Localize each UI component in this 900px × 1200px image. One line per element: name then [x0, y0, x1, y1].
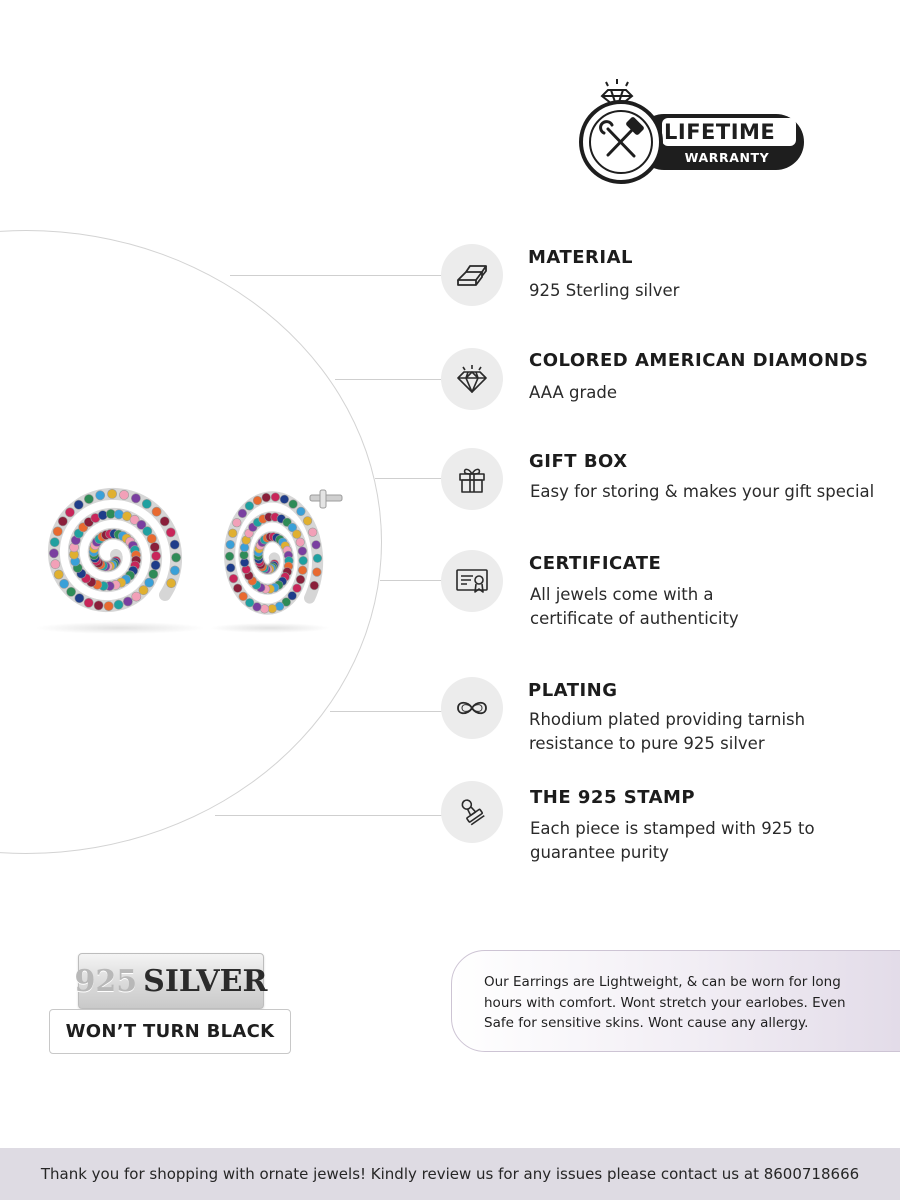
feature-icon-stamp — [441, 781, 503, 843]
earring-gemstone — [298, 547, 307, 556]
feature-icon-gift-box — [441, 448, 503, 510]
earring-gemstone — [293, 530, 302, 539]
earring-gemstone — [170, 566, 179, 575]
earring-gemstone — [65, 508, 74, 517]
earring-gemstone — [114, 510, 123, 519]
infinity-icon — [454, 698, 490, 718]
earring-gemstone — [167, 579, 176, 588]
earring-gemstone — [74, 500, 83, 509]
earring-gemstone — [142, 499, 151, 508]
earring-gemstone — [253, 496, 262, 505]
earring-gemstone — [303, 517, 312, 526]
feature-desc-plating: Rhodium plated providing tarnish resistance to pure 925 silver — [529, 710, 806, 753]
earring-gemstone — [151, 561, 160, 570]
earring-gemstone — [245, 502, 254, 511]
earring-gemstone — [53, 527, 62, 536]
feature-desc-gift-box: Easy for storing & makes your gift special — [530, 482, 875, 501]
earring-gemstone — [297, 507, 306, 516]
earring-gemstone — [239, 592, 248, 601]
earring-gemstone — [172, 553, 181, 562]
earring-gemstone — [166, 528, 175, 537]
earring-gemstone — [238, 509, 247, 518]
earring-gemstone — [54, 570, 63, 579]
feature-desc-certificate: All jewels come with a certificate of authenticity — [530, 585, 739, 628]
diamond-icon — [455, 364, 489, 394]
earring-gemstone — [313, 568, 322, 577]
feature-desc-material: 925 Sterling silver — [529, 281, 680, 300]
925-silver-plate — [74, 953, 268, 1009]
earring-gemstone — [149, 570, 158, 579]
earring-gemstone — [114, 600, 123, 609]
earring-gemstone — [60, 579, 69, 588]
earring-gemstone — [67, 587, 76, 596]
earring-gemstone — [313, 554, 322, 563]
earring-gemstone — [58, 517, 67, 526]
info-text: Our Earrings are Lightweight, & can be worn for long hours with comfort. Wont stretch your earlobes. Even Safe for sensitive skins. Wont cause any allergy. — [484, 974, 846, 1031]
feature-desc-stamp: Each piece is stamped with 925 to guarantee purity — [530, 819, 815, 862]
badge-title: LIFETIME — [664, 120, 776, 144]
earring-gemstone — [308, 528, 317, 537]
earring-gemstone — [245, 598, 254, 607]
earring-gemstone — [132, 592, 141, 601]
badge-subtitle: WARRANTY — [684, 150, 770, 165]
earring-gemstone — [75, 594, 84, 603]
earring-gemstone — [139, 586, 148, 595]
earring-gemstone — [296, 538, 305, 547]
earring-gemstone — [170, 540, 179, 549]
connector-line — [375, 478, 442, 479]
earring-gemstone — [147, 534, 156, 543]
feature-icon-material — [441, 244, 503, 306]
earring-gemstone — [225, 552, 234, 561]
earring-gemstone — [123, 597, 132, 606]
silver-bar-icon — [454, 260, 490, 290]
silver-word: SILVER — [143, 963, 268, 999]
earring-gemstone — [229, 574, 238, 583]
earring-gemstone — [96, 491, 105, 500]
earring-gemstone — [233, 584, 242, 593]
feature-icon-certificate — [441, 550, 503, 612]
earring-gemstone — [131, 494, 140, 503]
earring-gemstone — [293, 584, 302, 593]
earring-gemstone — [150, 543, 159, 552]
feature-icon-diamonds — [441, 348, 503, 410]
earring-gemstone — [228, 529, 237, 538]
feature-title-certificate: CERTIFICATE — [529, 553, 662, 574]
earring-gemstone — [50, 538, 59, 547]
earring-gemstone — [233, 518, 242, 527]
feature-desc-diamonds: AAA grade — [529, 383, 618, 402]
earring-gemstone — [120, 490, 129, 499]
wont-turn-black-label: WON’T TURN BLACK — [49, 1009, 291, 1054]
earring-gemstone — [289, 500, 298, 509]
earring-gemstone — [98, 511, 107, 520]
feature-title-stamp: THE 925 STAMP — [530, 787, 696, 808]
stamp-icon — [456, 796, 488, 828]
earring-gemstone — [260, 605, 269, 614]
earring-gemstone — [51, 560, 60, 569]
earring-gemstone — [49, 549, 58, 558]
lifetime-warranty-badge — [578, 76, 810, 184]
earring-gemstone — [299, 556, 308, 565]
earring-gemstone — [84, 598, 93, 607]
silver-number: 925 — [74, 963, 138, 999]
connector-line — [330, 711, 442, 712]
feature-icon-plating — [441, 677, 503, 739]
connector-line — [380, 580, 442, 581]
connector-line — [230, 275, 442, 276]
earring-gemstone — [226, 540, 235, 549]
earring-gemstone — [280, 495, 289, 504]
earrings-image — [30, 470, 360, 640]
earring-gemstone — [108, 489, 117, 498]
connector-line — [215, 815, 442, 816]
earring-gemstone — [152, 507, 161, 516]
earring-gemstone — [310, 581, 319, 590]
feature-title-diamonds: COLORED AMERICAN DIAMONDS — [529, 350, 869, 371]
earring-gemstone — [152, 551, 161, 560]
certificate-icon — [455, 567, 489, 595]
feature-title-material: MATERIAL — [528, 247, 633, 268]
earring-gemstone — [160, 517, 169, 526]
feature-title-plating: PLATING — [528, 680, 618, 701]
earring-gemstone — [145, 578, 154, 587]
earring-gemstone — [298, 566, 307, 575]
footer-text: Thank you for shopping with ornate jewels! Kindly review us for any issues please contact us at 8600718666 — [40, 1165, 860, 1183]
earring-gemstone — [312, 541, 321, 550]
gift-box-icon — [456, 463, 488, 495]
feature-title-gift-box: GIFT BOX — [529, 451, 628, 472]
earring-gemstone — [104, 602, 113, 611]
earring-gemstone — [84, 494, 93, 503]
connector-line — [335, 379, 442, 380]
footer-bar — [0, 1148, 900, 1200]
earring-gemstone — [226, 564, 235, 573]
earring-gemstone — [94, 601, 103, 610]
earring-gemstone — [240, 551, 249, 560]
earring-gemstone — [262, 493, 271, 502]
earring-gemstone — [271, 493, 280, 502]
earring-gemstone — [296, 575, 305, 584]
